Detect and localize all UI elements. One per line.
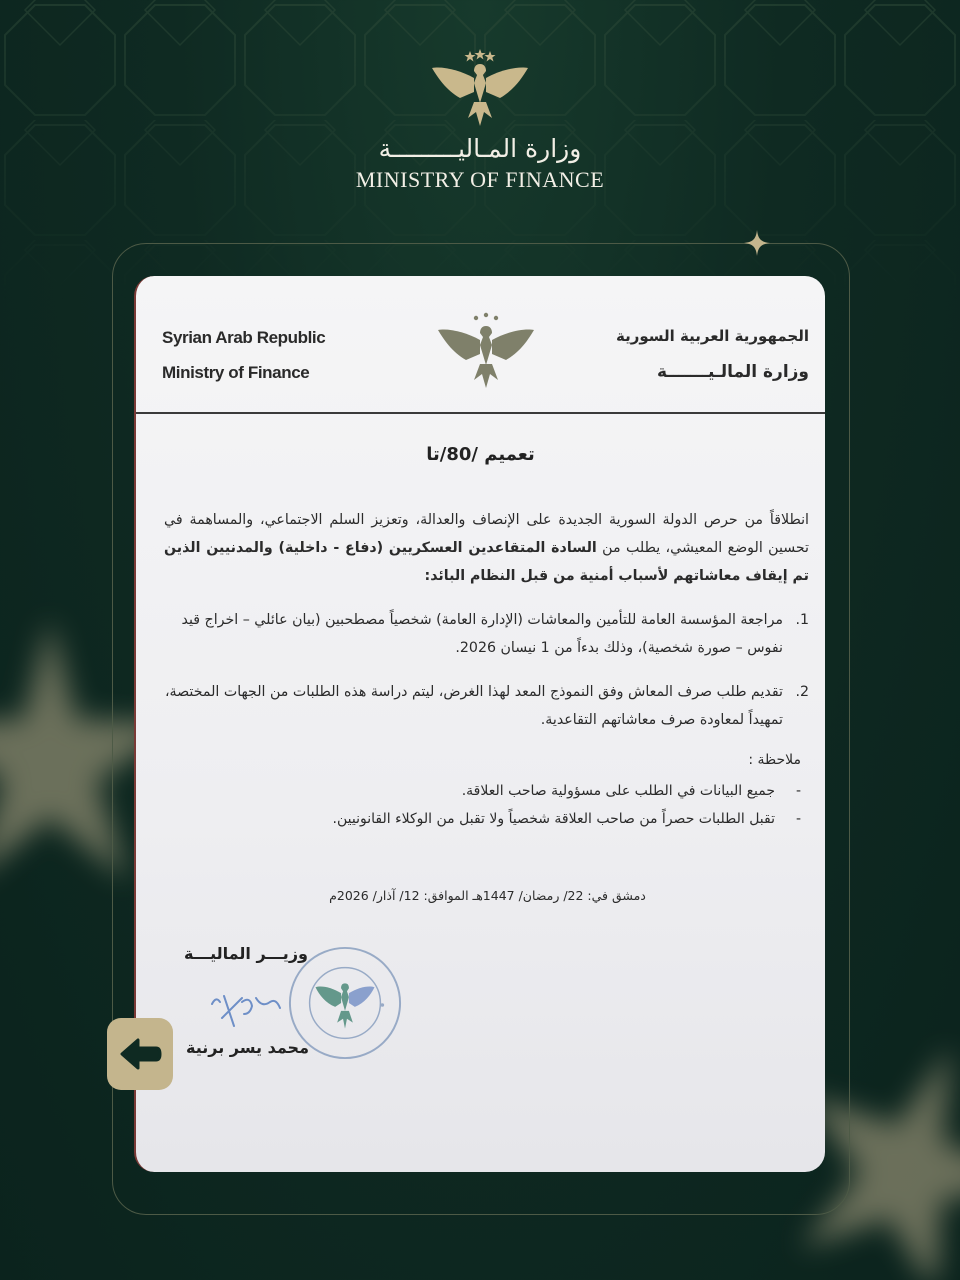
back-button[interactable] — [107, 1018, 173, 1090]
circular-document — [134, 276, 825, 1172]
arrow-left-icon — [118, 1036, 162, 1072]
note-item — [462, 778, 801, 804]
list-item — [164, 678, 809, 734]
brand-english-name: MINISTRY OF FINANCE — [355, 167, 605, 192]
letterhead-country: Syrian Arab Republic — [162, 328, 326, 347]
item-text: تقديم طلب صرف المعاش وفق النموذج المعد لهذا الغرض، ليتم دراسة هذه الطلبات من الجهات المختصة، تمهيداً لمعاودة صرف معاشاتهم التقاعدية. — [164, 684, 783, 728]
brand-arabic-name: وزارة المـاليـــــــــة — [378, 134, 582, 163]
note-text: جميع البيانات في الطلب على مسؤولية صاحب العلاقة. — [461, 783, 775, 799]
letterhead-ministry-ar: وزارة المالـيـــــــة — [656, 362, 809, 382]
item-text: مراجعة المؤسسة العامة للتأمين والمعاشات (الإدارة العامة) شخصياً مصطحبين (بيان عائلي – اخراج قيد نفوس – صورة شخصية)، وذلك بدءاً من 1 نيسان 2026. — [181, 612, 783, 656]
intro-bold-text: السادة المتقاعدين العسكريين (دفاع - داخلية) والمدنيين الذين تم إيقاف معاشاتهم لأسباب أمنية من قبل النظام البائد: — [164, 540, 809, 584]
letterhead-arabic — [616, 318, 809, 390]
sparkle-icon — [744, 230, 770, 256]
signatory-title: وزيـــر الماليـــة — [184, 944, 308, 963]
note-bullet: - — [795, 811, 801, 827]
eagle-emblem-icon — [434, 310, 538, 390]
list-item — [164, 606, 809, 662]
item-number: 1. — [795, 612, 809, 628]
header-divider — [136, 412, 825, 414]
letterhead — [136, 276, 825, 416]
note-text: تقبل الطلبات حصراً من صاحب العلاقة شخصياً ولا تقبل من الوكلاء القانونيين. — [332, 811, 775, 827]
handwritten-signature — [206, 988, 296, 1038]
note-label: ملاحظة : — [748, 752, 801, 768]
letterhead-english — [162, 320, 325, 390]
item-number: 2. — [795, 684, 809, 700]
eagle-emblem-icon — [430, 48, 530, 128]
letterhead-ministry: Ministry of Finance — [162, 363, 310, 382]
date-line: دمشق في: 22/ رمضان/ 1447هـ الموافق: 12/ آذار/ 2026م — [329, 888, 646, 903]
note-bullet: - — [795, 783, 801, 799]
letterhead-country-ar: الجمهورية العربية السورية — [616, 327, 809, 345]
signatory-name: محمد يسر برنية — [186, 1038, 309, 1057]
brand-header — [0, 48, 960, 193]
circular-title: تعميم /80/تا — [426, 444, 535, 465]
note-item — [333, 806, 801, 832]
intro-text: انطلاقاً من حرص الدولة السورية الجديدة على الإنصاف والعدالة، وتعزيز السلم الاجتماعي، والمساهمة في تحسين الوضع المعيشي، يطلب من — [164, 512, 809, 556]
intro-paragraph — [164, 506, 809, 590]
